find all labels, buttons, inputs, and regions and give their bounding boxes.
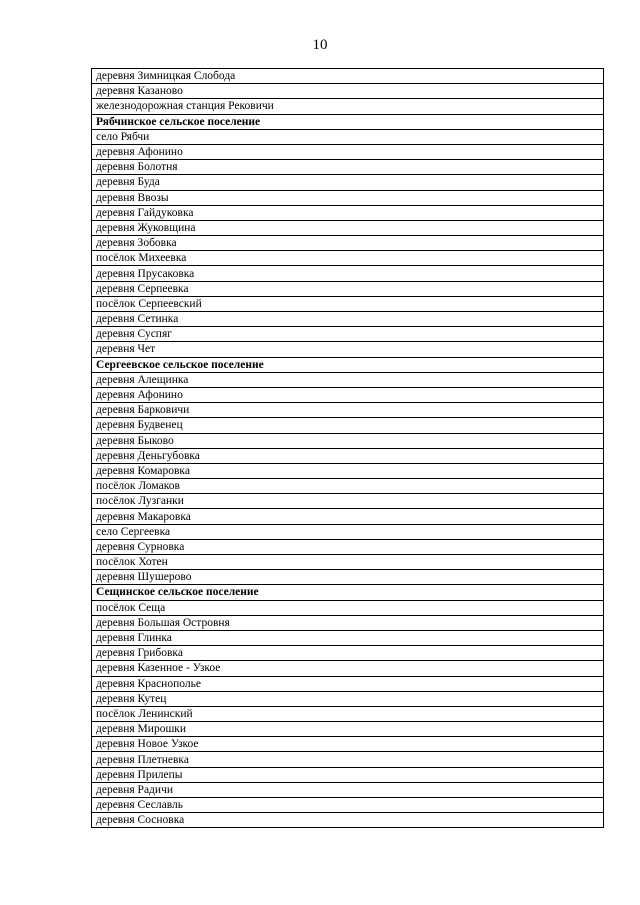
settlement-name: деревня Плетневка — [92, 752, 604, 767]
settlement-row — [92, 418, 604, 433]
settlement-name: деревня Глинка — [92, 630, 604, 645]
settlement-row — [92, 798, 604, 813]
settlement-name: деревня Будвенец — [92, 418, 604, 433]
settlement-row — [92, 600, 604, 615]
settlement-row — [92, 205, 604, 220]
settlement-name: деревня Серпеевка — [92, 281, 604, 296]
settlement-name: посёлок Серпеевский — [92, 296, 604, 311]
settlement-name: деревня Прусаковка — [92, 266, 604, 281]
settlement-row — [92, 722, 604, 737]
settlement-row — [92, 479, 604, 494]
settlement-row — [92, 539, 604, 554]
settlement-name: деревня Сосновка — [92, 813, 604, 828]
settlement-row — [92, 220, 604, 235]
settlement-name: деревня Барковичи — [92, 403, 604, 418]
settlement-row — [92, 296, 604, 311]
settlement-name: деревня Зимницкая Слобода — [92, 69, 604, 84]
settlement-row — [92, 69, 604, 84]
settlement-name: деревня Новое Узкое — [92, 737, 604, 752]
settlement-name: деревня Чет — [92, 342, 604, 357]
settlement-row — [92, 691, 604, 706]
settlement-name: деревня Быково — [92, 433, 604, 448]
settlement-name: деревня Сетинка — [92, 312, 604, 327]
settlement-row — [92, 342, 604, 357]
settlement-row — [92, 737, 604, 752]
settlement-group-heading-row — [92, 357, 604, 372]
settlement-row — [92, 570, 604, 585]
settlement-row — [92, 403, 604, 418]
settlement-name: деревня Болотня — [92, 160, 604, 175]
settlement-name: деревня Казенное - Узкое — [92, 661, 604, 676]
settlement-row — [92, 372, 604, 387]
settlement-name: деревня Казаново — [92, 84, 604, 99]
settlement-row — [92, 509, 604, 524]
settlement-group-heading: Сергеевское сельское поселение — [92, 357, 604, 372]
settlement-name: деревня Афонино — [92, 387, 604, 402]
page-number: 10 — [312, 37, 328, 53]
settlement-row — [92, 463, 604, 478]
settlement-row — [92, 630, 604, 645]
settlement-row — [92, 251, 604, 266]
settlement-name: село Сергеевка — [92, 524, 604, 539]
settlements-table-body — [92, 69, 604, 828]
settlement-row — [92, 706, 604, 721]
settlement-group-heading-row — [92, 114, 604, 129]
settlement-name: село Рябчи — [92, 129, 604, 144]
settlement-row — [92, 144, 604, 159]
settlement-name: посёлок Сеща — [92, 600, 604, 615]
settlement-row — [92, 281, 604, 296]
settlement-row — [92, 160, 604, 175]
settlement-row — [92, 752, 604, 767]
settlement-name: деревня Зобовка — [92, 236, 604, 251]
settlement-name: деревня Радичи — [92, 782, 604, 797]
settlement-name: деревня Деньгубовка — [92, 448, 604, 463]
settlement-row — [92, 190, 604, 205]
settlement-name: деревня Кутец — [92, 691, 604, 706]
settlement-row — [92, 433, 604, 448]
settlement-row — [92, 327, 604, 342]
settlement-name: деревня Комаровка — [92, 463, 604, 478]
settlement-row — [92, 494, 604, 509]
settlement-row — [92, 615, 604, 630]
settlement-name: деревня Буда — [92, 175, 604, 190]
settlement-row — [92, 646, 604, 661]
settlement-name: деревня Алещинка — [92, 372, 604, 387]
settlement-row — [92, 129, 604, 144]
settlement-name: деревня Афонино — [92, 144, 604, 159]
settlement-group-heading: Сещинское сельское поселение — [92, 585, 604, 600]
settlement-group-heading: Рябчинское сельское поселение — [92, 114, 604, 129]
settlement-row — [92, 84, 604, 99]
settlement-row — [92, 767, 604, 782]
settlement-row — [92, 387, 604, 402]
settlement-row — [92, 813, 604, 828]
settlement-row — [92, 676, 604, 691]
settlement-row — [92, 524, 604, 539]
settlement-row — [92, 99, 604, 114]
settlement-row — [92, 266, 604, 281]
settlement-row — [92, 236, 604, 251]
settlement-name: деревня Шушерово — [92, 570, 604, 585]
settlement-name: деревня Сурновка — [92, 539, 604, 554]
settlement-name: деревня Грибовка — [92, 646, 604, 661]
settlement-name: посёлок Михеевка — [92, 251, 604, 266]
settlement-row — [92, 555, 604, 570]
settlement-name: посёлок Хотен — [92, 555, 604, 570]
settlement-row — [92, 661, 604, 676]
settlement-name: деревня Жуковщина — [92, 220, 604, 235]
settlement-name: посёлок Ленинский — [92, 706, 604, 721]
settlement-group-heading-row — [92, 585, 604, 600]
settlement-name: железнодорожная станция Рековичи — [92, 99, 604, 114]
settlement-name: деревня Макаровка — [92, 509, 604, 524]
settlement-row — [92, 175, 604, 190]
settlement-name: деревня Мирошки — [92, 722, 604, 737]
settlement-name: деревня Сеславль — [92, 798, 604, 813]
settlement-name: посёлок Ломаков — [92, 479, 604, 494]
settlement-name: деревня Большая Островня — [92, 615, 604, 630]
settlement-name: деревня Суспяг — [92, 327, 604, 342]
settlement-name: деревня Краснополье — [92, 676, 604, 691]
settlement-name: деревня Ввозы — [92, 190, 604, 205]
settlement-name: посёлок Лузганки — [92, 494, 604, 509]
settlement-row — [92, 782, 604, 797]
settlement-name: деревня Прилепы — [92, 767, 604, 782]
settlements-table — [91, 68, 604, 828]
settlement-row — [92, 448, 604, 463]
settlement-name: деревня Гайдуковка — [92, 205, 604, 220]
settlement-row — [92, 312, 604, 327]
